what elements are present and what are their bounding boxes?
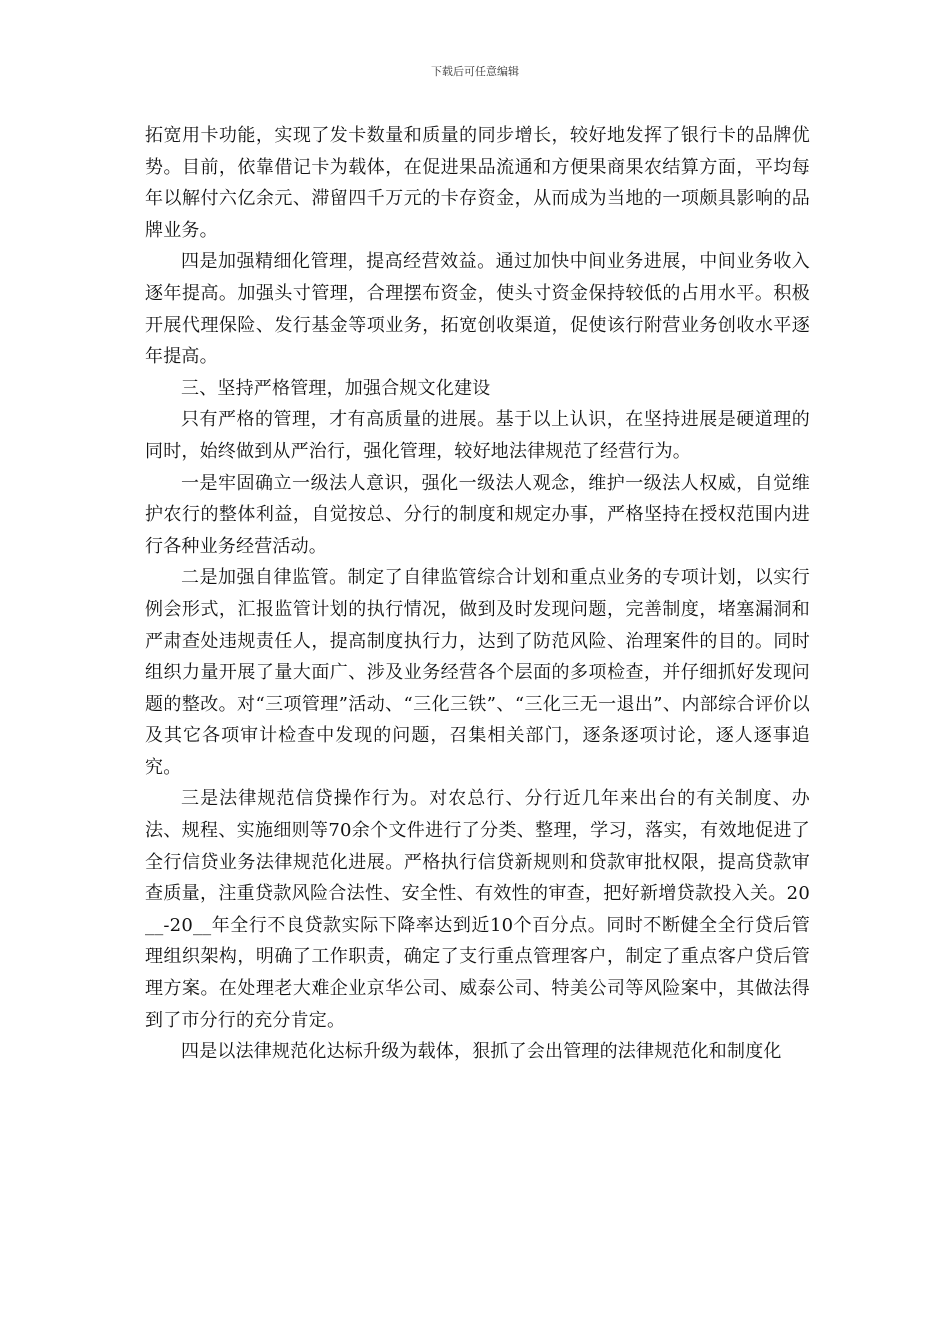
- document-body: [145, 120, 810, 1068]
- paragraph-8: 四是以法律规范化达标升级为载体，狠抓了会出管理的法律规范化和制度化: [181, 1041, 782, 1063]
- paragraph-6: 二是加强自律监管。制定了自律监管综合计划和重点业务的专项计划，以实行例会形式，汇报监管计划的执行情况，做到及时发现问题，完善制度，堵塞漏洞和严肃查处违规责任人，提高制度执行力，达到了防范风险、治理案件的目的。同时组织力量开展了量大面广、涉及业务经营各个层面的多项检查，并仔细抓好发现问题的整改。对“三项管理”活动、“三化三铁”、“三化三无一退出”、内部综合评价以及其它各项审计检查中发现的问题，召集相关部门，逐条逐项讨论，逐人逐事追究。: [145, 567, 810, 778]
- section-heading-3: 三、坚持严格管理，加强合规文化建设: [181, 377, 491, 399]
- paragraph-5: 一是牢固确立一级法人意识，强化一级法人观念，维护一级法人权威，自觉维护农行的整体利益，自觉按总、分行的制度和规定办事，严格坚持在授权范围内进行各种业务经营活动。: [145, 472, 810, 557]
- page-header-note: 下载后可任意编辑: [431, 65, 519, 78]
- paragraph-7: 三是法律规范信贷操作行为。对农总行、分行近几年来出台的有关制度、办法、规程、实施细则等70余个文件进行了分类、整理，学习，落实，有效地促进了全行信贷业务法律规范化进展。严格执行信贷新规则和贷款审批权限，提高贷款审查质量，注重贷款风险合法性、安全性、有效性的审查，把好新增贷款投入关。20__-20__年全行不良贷款实际下降率达到近10个百分点。同时不断健全全行贷后管理组织架构，明确了工作职责，确定了支行重点管理客户，制定了重点客户贷后管理方案。在处理老大难企业京华公司、威泰公司、特美公司等风险案中，其做法得到了市分行的充分肯定。: [145, 788, 810, 1031]
- paragraph-2: 四是加强精细化管理，提高经营效益。通过加快中间业务进展，中间业务收入逐年提高。加强头寸管理，合理摆布资金，使头寸资金保持较低的占用水平。积极开展代理保险、发行基金等项业务，拓宽创收渠道，促使该行附营业务创收水平逐年提高。: [145, 251, 810, 368]
- paragraph-1: 拓宽用卡功能，实现了发卡数量和质量的同步增长，较好地发挥了银行卡的品牌优势。目前，依靠借记卡为载体，在促进果品流通和方便果商果农结算方面，平均每年以解付六亿余元、滞留四千万元的卡存资金，从而成为当地的一项颇具影响的品牌业务。: [145, 125, 810, 241]
- paragraph-4: 只有严格的管理，才有高质量的进展。基于以上认识，在坚持进展是硬道理的同时，始终做到从严治行，强化管理，较好地法律规范了经营行为。: [145, 409, 810, 462]
